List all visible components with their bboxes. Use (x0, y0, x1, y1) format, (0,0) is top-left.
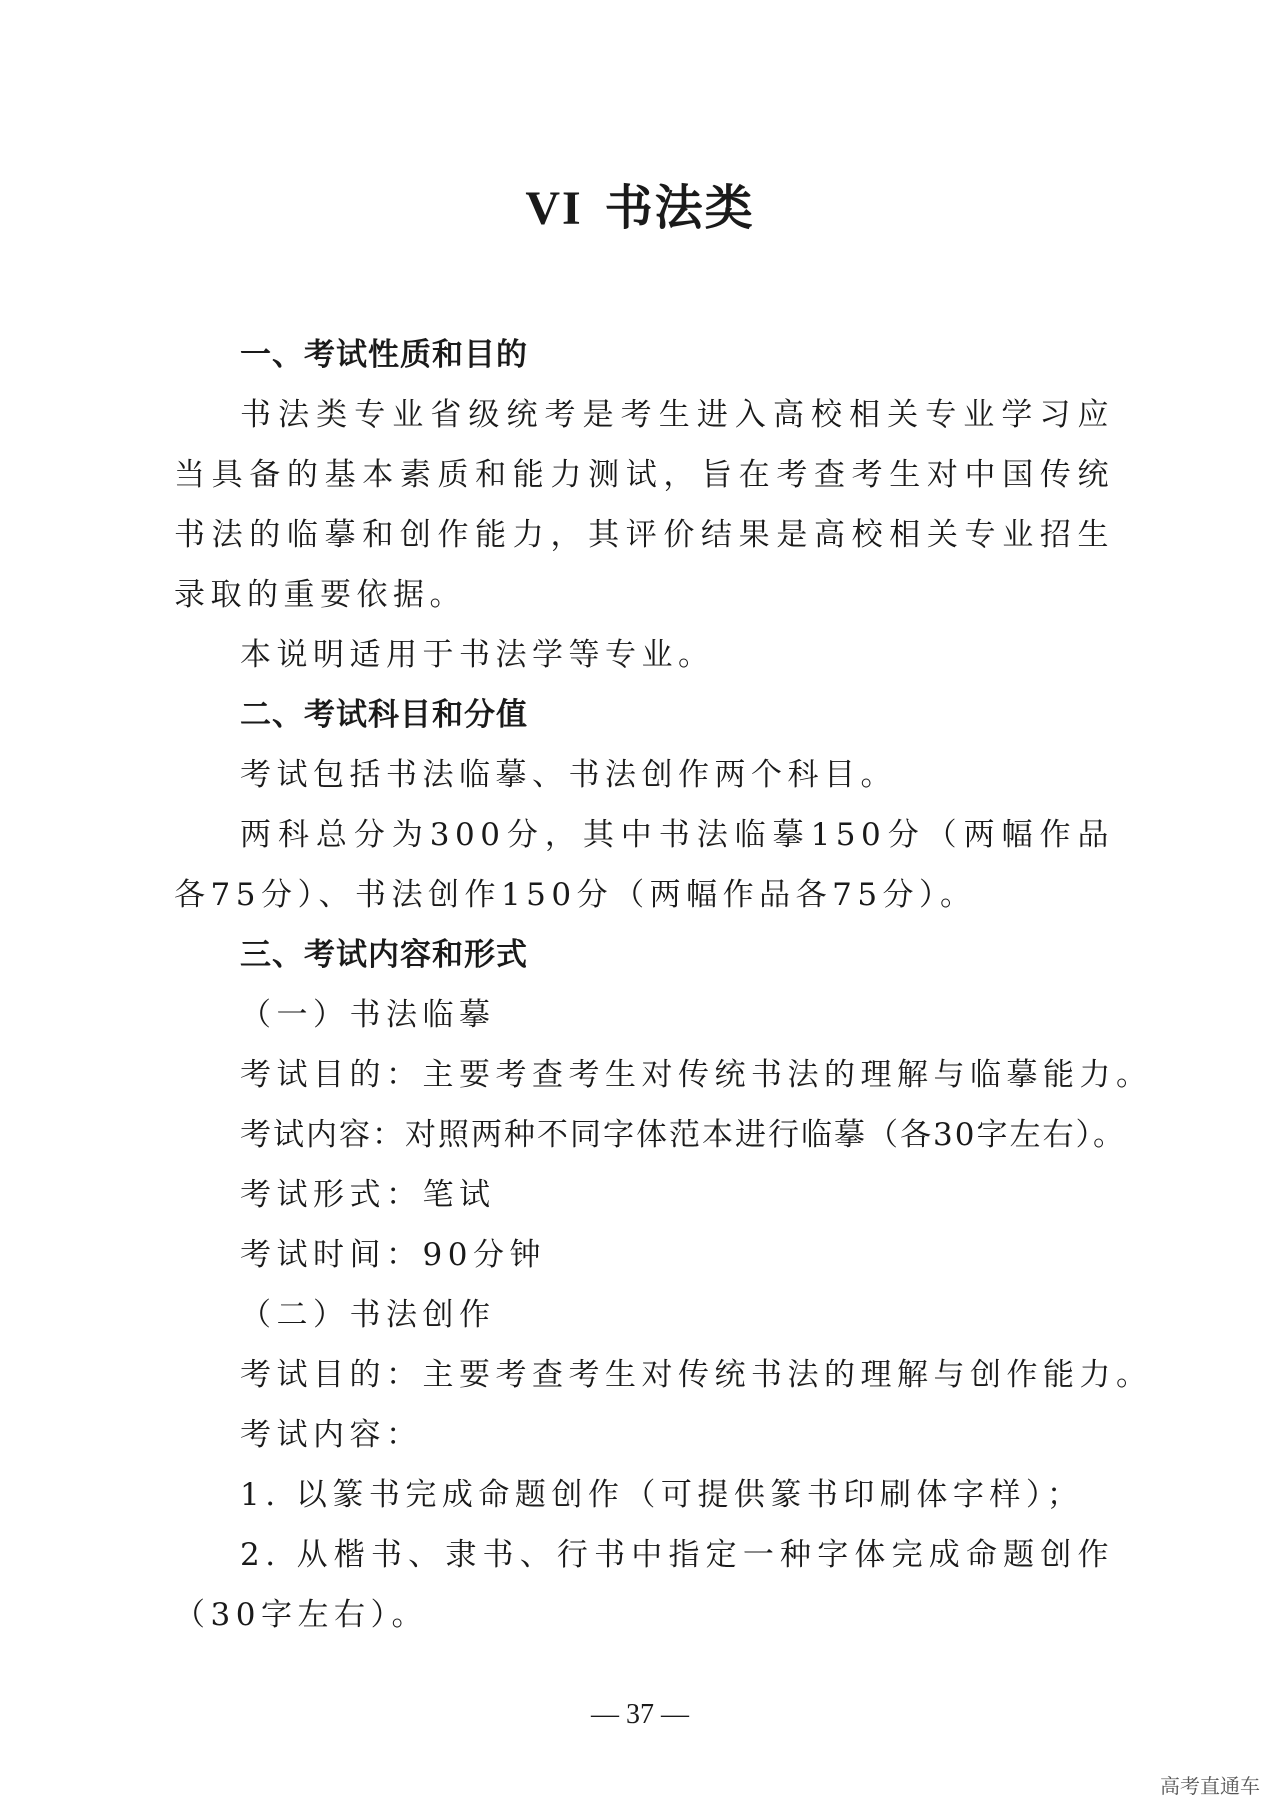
section-heading-2: 二、考试科目和分值 (240, 697, 528, 733)
creation-content-label: 考试内容： (240, 1417, 423, 1453)
copying-content: 考试内容：对照两种不同字体范本进行临摹（各30字左右）。 (240, 1117, 1126, 1153)
watermark: 高考直通车 (1160, 1774, 1260, 1798)
creation-item-2: 2. 从楷书、隶书、行书中指定一种字体完成命题创作（30字左右）。 (174, 1537, 1114, 1633)
copying-time: 考试时间：90分钟 (240, 1237, 546, 1273)
paragraph-scores: 两科总分为300分，其中书法临摹150分（两幅作品各75分）、书法创作150分（两幅作品各75分）。 (174, 817, 1114, 913)
title-text: 书法类 (604, 180, 755, 236)
page-number: — 37 — (591, 1699, 689, 1730)
document-body (174, 325, 1153, 1645)
copying-form: 考试形式：笔试 (240, 1177, 496, 1213)
paragraph-applicable-majors: 本说明适用于书法学等专业。 (240, 637, 715, 673)
title-roman-numeral: VI (525, 182, 583, 235)
section-heading-1: 一、考试性质和目的 (240, 337, 528, 373)
section-heading-3: 三、考试内容和形式 (240, 937, 528, 973)
creation-item-1: 1. 以篆书完成命题创作（可提供篆书印刷体字样）； (240, 1477, 1084, 1513)
page-title (0, 178, 1280, 239)
creation-purpose: 考试目的：主要考查考生对传统书法的理解与创作能力。 (240, 1357, 1153, 1393)
subsection-heading-copying: （一）书法临摹 (240, 997, 496, 1033)
paragraph-exam-subjects: 考试包括书法临摹、书法创作两个科目。 (240, 757, 897, 793)
subsection-heading-creation: （二）书法创作 (240, 1297, 496, 1333)
paragraph-exam-nature: 书法类专业省级统考是考生进入高校相关专业学习应当具备的基本素质和能力测试，旨在考查考生对中国传统书法的临摹和创作能力，其评价结果是高校相关专业招生录取的重要依据。 (174, 397, 1114, 613)
copying-purpose: 考试目的：主要考查考生对传统书法的理解与临摹能力。 (240, 1057, 1153, 1093)
